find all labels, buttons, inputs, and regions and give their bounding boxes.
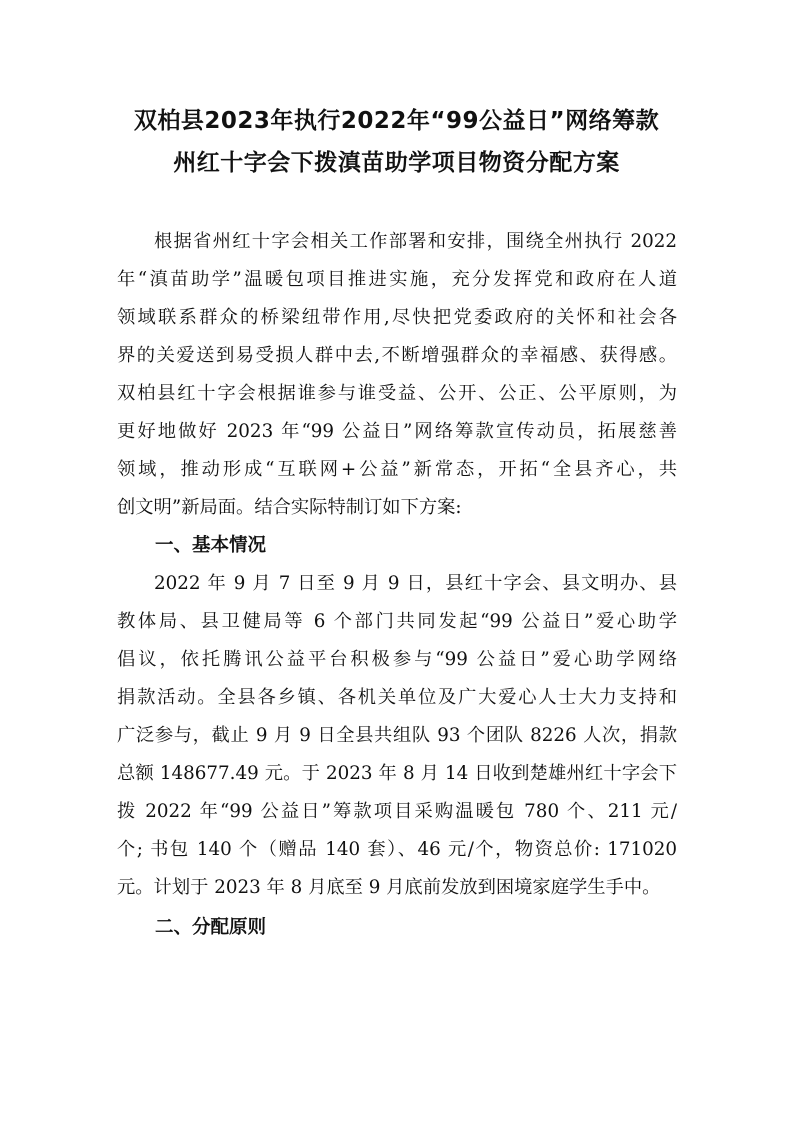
- section1-line: 拨 2022 年“99 公益日”筹款项目采购温暖包 780 个、211 元/: [117, 801, 677, 822]
- section1-line: 教体局、县卫健局等 6 个部门共同发起“99 公益日”爱心助学: [117, 611, 677, 632]
- section1-line: 总额 148677.49 元。于 2023 年 8 月 14 日收到楚雄州红十字会下: [117, 763, 677, 784]
- intro-line: 领域，推动形成“互联网+公益”新常态，开拓“全县齐心，共: [117, 459, 677, 480]
- intro-line: 创文明”新局面。结合实际特制订如下方案:: [117, 497, 462, 518]
- intro-line: 双柏县红十字会根据谁参与谁受益、公开、公正、公平原则，为: [117, 383, 677, 404]
- document-title-line-1: 双柏县2023年执行2022年“99公益日”网络筹款: [133, 108, 660, 134]
- document-title-line-2: 州红十字会下拨滇苗助学项目物资分配方案: [173, 150, 620, 176]
- section1-line: 倡议，依托腾讯公益平台积极参与“99 公益日”爱心助学网络: [117, 649, 677, 670]
- section1-line: 个; 书包 140 个（赠品 140 套）、46 元/个，物资总价: 171020: [117, 839, 677, 860]
- intro-line: 更好地做好 2023 年“99 公益日”网络筹款宣传动员，拓展慈善: [117, 421, 677, 442]
- section-heading-basic-info: 一、基本情况: [155, 535, 267, 556]
- section1-line: 广泛参与，截止 9 月 9 日全县共组队 93 个团队 8226 人次，捐款: [117, 725, 677, 746]
- section1-line: 捐款活动。全县各乡镇、各机关单位及广大爱心人士大力支持和: [117, 687, 677, 708]
- section-heading-distribution-principles: 二、分配原则: [155, 917, 267, 938]
- intro-line: 界的关爱送到易受损人群中去,不断增强群众的幸福感、获得感。: [117, 345, 677, 366]
- intro-line: 年“滇苗助学”温暖包项目推进实施，充分发挥党和政府在人道: [117, 269, 677, 290]
- intro-line: 领域联系群众的桥梁纽带作用,尽快把党委政府的关怀和社会各: [117, 307, 677, 328]
- section1-line: 元。计划于 2023 年 8 月底至 9 月底前发放到困境家庭学生手中。: [117, 877, 661, 898]
- intro-line: 根据省州红十字会相关工作部署和安排，围绕全州执行 2022: [154, 231, 677, 252]
- section1-line: 2022 年 9 月 7 日至 9 月 9 日，县红十字会、县文明办、县: [154, 573, 677, 594]
